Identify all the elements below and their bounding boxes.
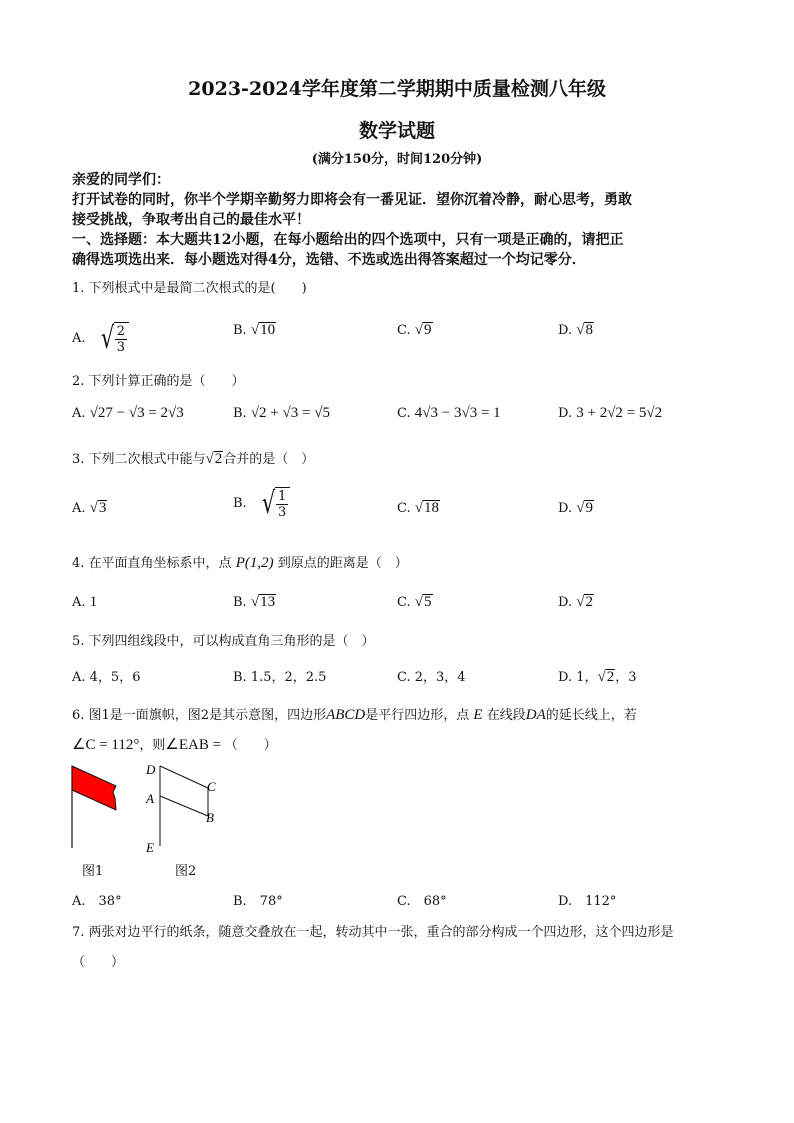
- question-7-stem-line-2: （ ）: [72, 955, 125, 970]
- q3-option-d: D. √9: [558, 500, 593, 516]
- figure-1-flag: [66, 762, 126, 852]
- question-6-stem-line-1: 6. 图1是一面旗帜，图2是其示意图，四边形ABCD是平行四边形，点 E 在线段DA的延长线上，若: [72, 707, 637, 723]
- q2-option-a: A. √27 − √3 = 2√3: [72, 405, 184, 421]
- subject-title: 数学试题: [358, 120, 435, 142]
- q1-option-a: A. √ $\frac{2}{3}$: [72, 322, 129, 355]
- q6-option-d: D. 112°: [558, 894, 617, 909]
- label-d: D: [146, 762, 156, 777]
- intro-line-1: 打开试卷的同时，你半个学期辛勤努力即将会有一番见证．望你沉着冷静，耐心思考，勇敢: [72, 192, 632, 208]
- q5-option-d: D. 1，√2，3: [558, 669, 637, 685]
- q6-option-a: A. 38°: [72, 894, 122, 909]
- label-a: A: [146, 791, 154, 806]
- question-7-stem-line-1: 7. 两张对边平行的纸条，随意交叠放在一起，转动其中一张，重合的部分构成一个四边形，这个四边形是: [72, 925, 674, 940]
- section-heading-line-2: 确得选项选出来．每小题选对得4分，选错、不选或选出得答案超过一个均记零分．: [72, 252, 586, 268]
- q2-option-d: D. 3 + 2√2 = 5√2: [558, 405, 663, 421]
- q3-option-b: B. √ $\frac{1}{3}$: [233, 487, 290, 520]
- q5-option-c: C. 2，3，4: [397, 670, 466, 685]
- q3-option-a: A. √3: [72, 500, 107, 516]
- q5-option-a: A. 4，5，6: [72, 670, 141, 685]
- question-2-stem: 2. 下列计算正确的是（ ）: [72, 374, 245, 389]
- question-5-stem: 5. 下列四组线段中，可以构成直角三角形的是（ ）: [72, 634, 375, 649]
- q6-option-b: B. 78°: [233, 894, 283, 909]
- q4-option-b: B. √13: [233, 594, 276, 610]
- figure-1-caption: 图1: [82, 864, 104, 879]
- q1-option-d: D. √8: [558, 322, 593, 338]
- label-b: B: [206, 810, 214, 825]
- figure-2-caption: 图2: [175, 864, 197, 879]
- q4-option-d: D. √2: [558, 594, 593, 610]
- intro-line-2: 接受挑战，争取考出自己的最佳水平！: [72, 212, 310, 228]
- q5-option-b: B. 1.5，2，2.5: [233, 670, 327, 685]
- question-3-stem: 3. 下列二次根式中能与√2合并的是（ ）: [72, 451, 315, 467]
- q4-option-c: C. √5: [397, 594, 432, 610]
- q1-option-c: C. √9: [397, 322, 432, 338]
- q1-option-b: B. √10: [233, 322, 276, 338]
- exam-title: 2023-2024学年度第二学期期中质量检测八年级: [188, 78, 606, 100]
- q6-option-c: C. 68°: [397, 894, 447, 909]
- greeting: 亲爱的同学们：: [72, 172, 170, 188]
- question-6-stem-line-2: ∠C = 112°，则∠EAB = （ ）: [72, 737, 277, 753]
- label-c: C: [207, 779, 216, 794]
- segment-dc: [160, 766, 208, 788]
- q4-option-a: A. 1: [72, 594, 98, 610]
- q3-option-c: C. √18: [397, 500, 439, 516]
- question-4-stem: 4. 在平面直角坐标系中，点 P(1,2) 到原点的距离是（ ）: [72, 555, 408, 571]
- flag-shape: [72, 766, 116, 810]
- score-info: (满分150分，时间120分钟): [311, 152, 483, 167]
- segment-ab: [160, 796, 208, 816]
- figure-2-diagram: [140, 758, 230, 858]
- question-1-stem: 1. 下列根式中是最简二次根式的是( ): [72, 281, 307, 296]
- section-heading-line-1: 一、选择题：本大题共12小题，在每小题给出的四个选项中，只有一项是正确的，请把正: [72, 232, 624, 248]
- q2-option-c: C. 4√3 − 3√3 = 1: [397, 405, 501, 421]
- label-e: E: [146, 840, 154, 855]
- q2-option-b: B. √2 + √3 = √5: [233, 405, 330, 421]
